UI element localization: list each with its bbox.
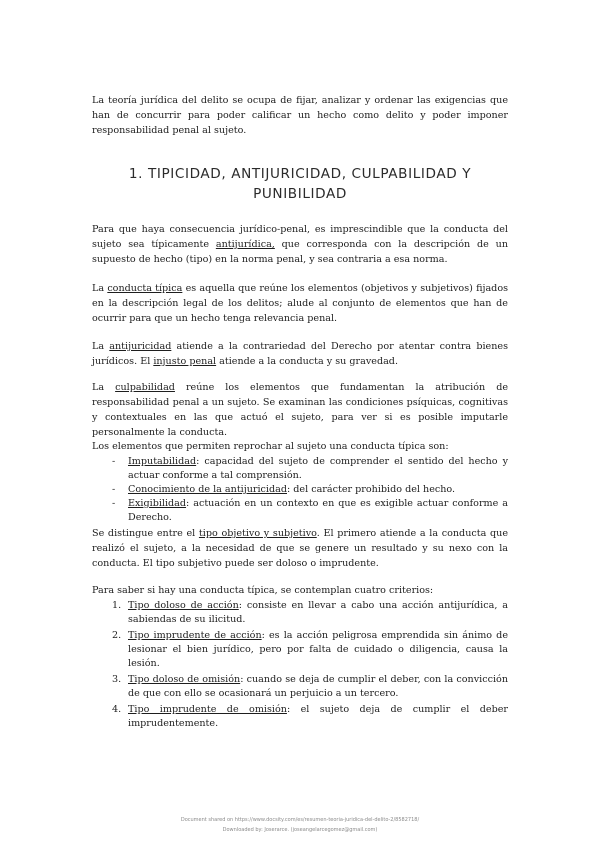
list-item: 3. Tipo doloso de omisión: cuando se deja de cumplir el deber, con la convicción de que con ello se ocasionará un perjuicio a un tercero. xyxy=(112,674,508,699)
criteria-list xyxy=(92,599,508,733)
footer-downloaded-by: Downloaded by: Joserarce. (joseangelarcegomez@gmail.com) xyxy=(222,827,378,833)
footer-shared-link: Document shared on https://www.docsity.com/es/resumen-teoria-juridica-del-delito-2/8582718/ xyxy=(180,817,420,823)
paragraph-antijuricidad: La antijuricidad atiende a la contrariedad del Derecho por atentar contra bienes jurídicos. El injusto penal atiende a la conducta y su gravedad. xyxy=(92,341,508,367)
list-item: 1. Tipo doloso de acción: consiste en llevar a cabo una acción antijurídica, a sabiendas de su ilicitud. xyxy=(112,600,508,625)
list-item: 4. Tipo imprudente de omisión: el sujeto deja de cumplir el deber imprudentemente. xyxy=(112,704,509,729)
paragraph-conducta-tipica: La conducta típica es aquella que reúne los elementos (objetivos y subjetivos) fijados en la descripción legal de los delitos; alude al conjunto de elementos que han de ocurrir para que un hecho tenga relevancia penal. xyxy=(92,283,509,324)
term-antijuridica: antijurídica, xyxy=(215,239,275,250)
term-tipo-objetivo-subjetivo: tipo objetivo y subjetivo xyxy=(198,528,317,539)
paragraph-consequence: Para que haya consecuencia jurídico-penal, es imprescindible que la conducta del sujeto sea típicamente antijurídica, que corresponda con la descripción de un supuesto de hecho (tipo) en la norma penal, y sea contraria a esa norma. xyxy=(92,224,508,265)
paragraph-criteria-intro: Para saber si hay una conducta típica, se contemplan cuatro criterios: xyxy=(92,585,434,596)
term-injusto-penal: injusto penal xyxy=(153,356,217,367)
term-culpabilidad: culpabilidad xyxy=(115,382,175,393)
list-item: - Conocimiento de la antijuricidad: del carácter prohibido del hecho. xyxy=(112,484,456,495)
paragraph-tipo: Se distingue entre el tipo objetivo y subjetivo. El primero atiende a la conducta que realizó el sujeto, a la necesidad de que se genere un resultado y su nexo con la conducta. El tipo subjetivo puede ser doloso o imprudente. xyxy=(92,528,508,569)
list-item: - Exigibilidad: actuación en un contexto en que es exigible actuar conforme a Derecho. xyxy=(112,498,508,523)
paragraph-elements-intro: Los elementos que permiten reprochar al sujeto una conducta típica son: xyxy=(92,441,449,452)
paragraph-culpabilidad: La culpabilidad reúne los elementos que fundamentan la atribución de responsabilidad penal a un sujeto. Se examinan las condiciones psíquicas, cognitivas y contextuales en las que actuó el sujeto, para ver si es posible imputarle personalmente la conducta. xyxy=(92,382,509,438)
list-item: - Imputabilidad: capacidad del sujeto de comprender el sentido del hecho y actuar conforme a tal comprensión. xyxy=(112,456,508,481)
list-item: 2. Tipo imprudente de acción: es la acción peligrosa emprendida sin ánimo de lesionar el bien jurídico, pero por falta de cuidado o diligencia, causa la lesión. xyxy=(112,630,508,669)
elements-list xyxy=(92,455,508,525)
intro-paragraph: La teoría jurídica del delito se ocupa de fijar, analizar y ordenar las exigencias que han de concurrir para poder calificar un hecho como delito y poder imponer responsabilidad penal al sujeto. xyxy=(92,95,508,136)
section-heading: 1. TIPICIDAD, ANTIJURICIDAD, CULPABILIDAD Y PUNIBILIDAD xyxy=(128,166,472,202)
term-conducta-tipica: conducta típica xyxy=(107,283,183,294)
term-antijuricidad: antijuricidad xyxy=(109,341,172,352)
